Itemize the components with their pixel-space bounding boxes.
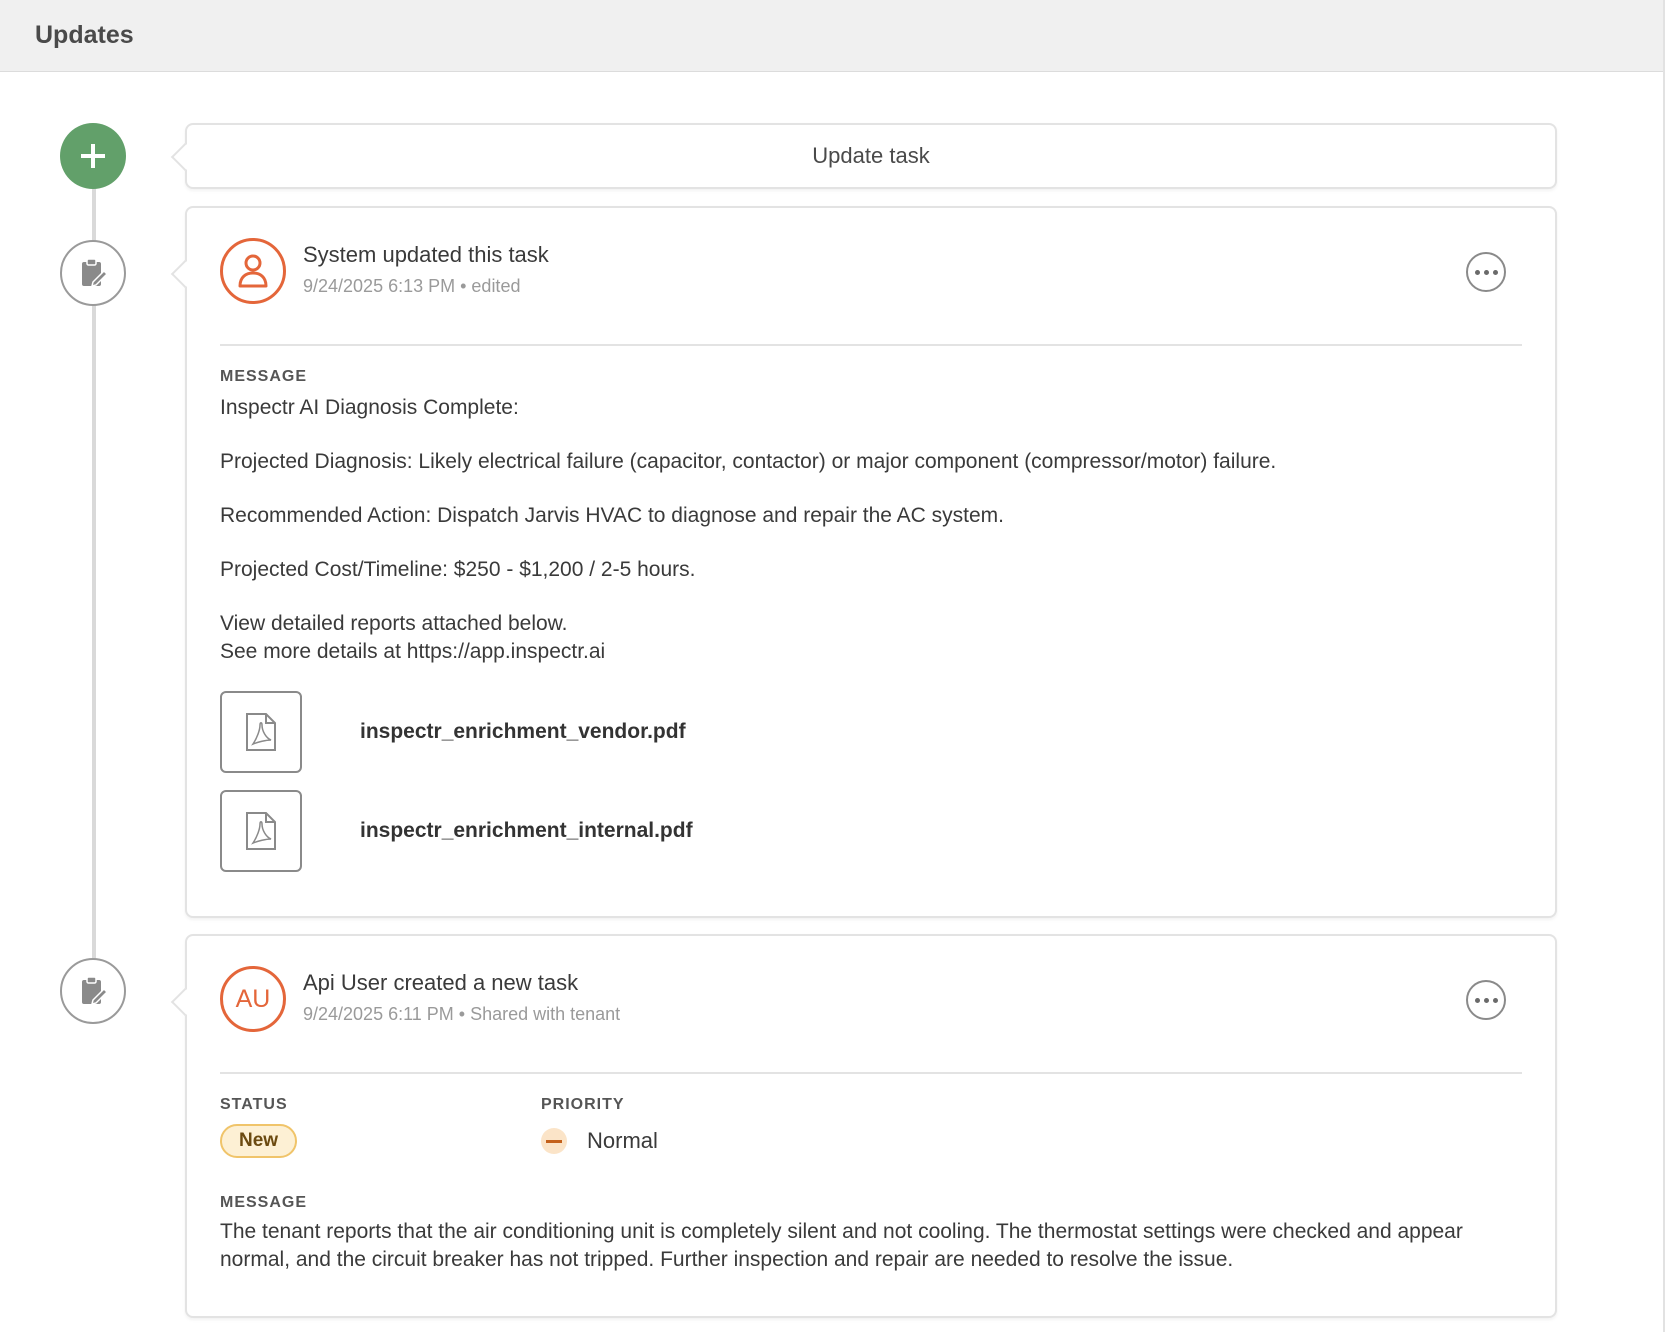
message-line: Recommended Action: Dispatch Jarvis HVAC to diagnose and repair the AC system. xyxy=(220,504,1004,527)
update-entry xyxy=(185,934,1557,1318)
user-icon xyxy=(237,253,269,289)
avatar xyxy=(220,238,286,304)
more-options-button[interactable] xyxy=(1466,252,1506,292)
more-dot xyxy=(1484,998,1489,1003)
entry-author: System updated this task xyxy=(303,242,549,267)
entry-header xyxy=(220,936,1522,1074)
message-line: Projected Diagnosis: Likely electrical failure (capacitor, contactor) or major component (compressor/motor) failure. xyxy=(220,450,1277,473)
panel-title: Updates xyxy=(35,21,134,49)
message-label: MESSAGE xyxy=(220,368,308,385)
entry-meta: 9/24/2025 6:11 PM • Shared with tenant xyxy=(303,1004,621,1024)
status-section xyxy=(220,1096,297,1158)
message-section xyxy=(220,368,1520,666)
update-entry xyxy=(185,206,1557,918)
pdf-icon xyxy=(220,790,302,872)
message-body xyxy=(220,394,1520,666)
message-body: The tenant reports that the air conditioning unit is completely silent and not cooling. The thermostat settings were checked and appear normal, and the circuit breaker has not tripped. Further inspection and repair are needed to resolve the issue. xyxy=(220,1220,1463,1271)
message-label: MESSAGE xyxy=(220,1194,308,1211)
priority-normal-icon xyxy=(541,1128,567,1154)
more-dot xyxy=(1475,998,1480,1003)
update-task-label: Update task xyxy=(812,143,930,168)
message-line: See more details at https://app.inspectr.ai xyxy=(220,640,606,663)
avatar xyxy=(220,966,286,1032)
more-dot xyxy=(1475,270,1480,275)
avatar-initials: AU xyxy=(235,984,271,1013)
message-line: Inspectr AI Diagnosis Complete: xyxy=(220,396,519,419)
attachment-item[interactable] xyxy=(220,790,693,872)
more-dot xyxy=(1484,270,1489,275)
panel-header xyxy=(0,0,1663,72)
message-line: Projected Cost/Timeline: $250 - $1,200 / 2-5 hours. xyxy=(220,558,696,581)
add-update-button[interactable] xyxy=(60,123,126,189)
entry-meta: 9/24/2025 6:13 PM • edited xyxy=(303,276,521,296)
priority-value: Normal xyxy=(587,1128,658,1153)
status-label: STATUS xyxy=(220,1096,288,1113)
attachment-name[interactable]: inspectr_enrichment_internal.pdf xyxy=(360,819,693,842)
clipboard-edit-icon xyxy=(79,976,107,1006)
attachment-name[interactable]: inspectr_enrichment_vendor.pdf xyxy=(360,720,686,743)
more-dot xyxy=(1493,270,1498,275)
message-section xyxy=(220,1194,1530,1274)
pdf-icon xyxy=(220,691,302,773)
priority-row xyxy=(541,1128,658,1154)
more-dot xyxy=(1493,998,1498,1003)
update-task-button[interactable] xyxy=(185,123,1557,189)
attachment-item[interactable] xyxy=(220,691,686,773)
entry-header xyxy=(220,208,1522,346)
plus-icon xyxy=(79,142,107,170)
timeline-node-edit xyxy=(60,240,126,306)
priority-label: PRIORITY xyxy=(541,1096,625,1113)
timeline-node-created xyxy=(60,958,126,1024)
entry-author: Api User created a new task xyxy=(303,970,579,995)
more-options-button[interactable] xyxy=(1466,980,1506,1020)
status-badge: New xyxy=(220,1124,297,1158)
clipboard-edit-icon xyxy=(79,258,107,288)
message-line: View detailed reports attached below. xyxy=(220,612,568,635)
priority-section xyxy=(541,1096,658,1154)
